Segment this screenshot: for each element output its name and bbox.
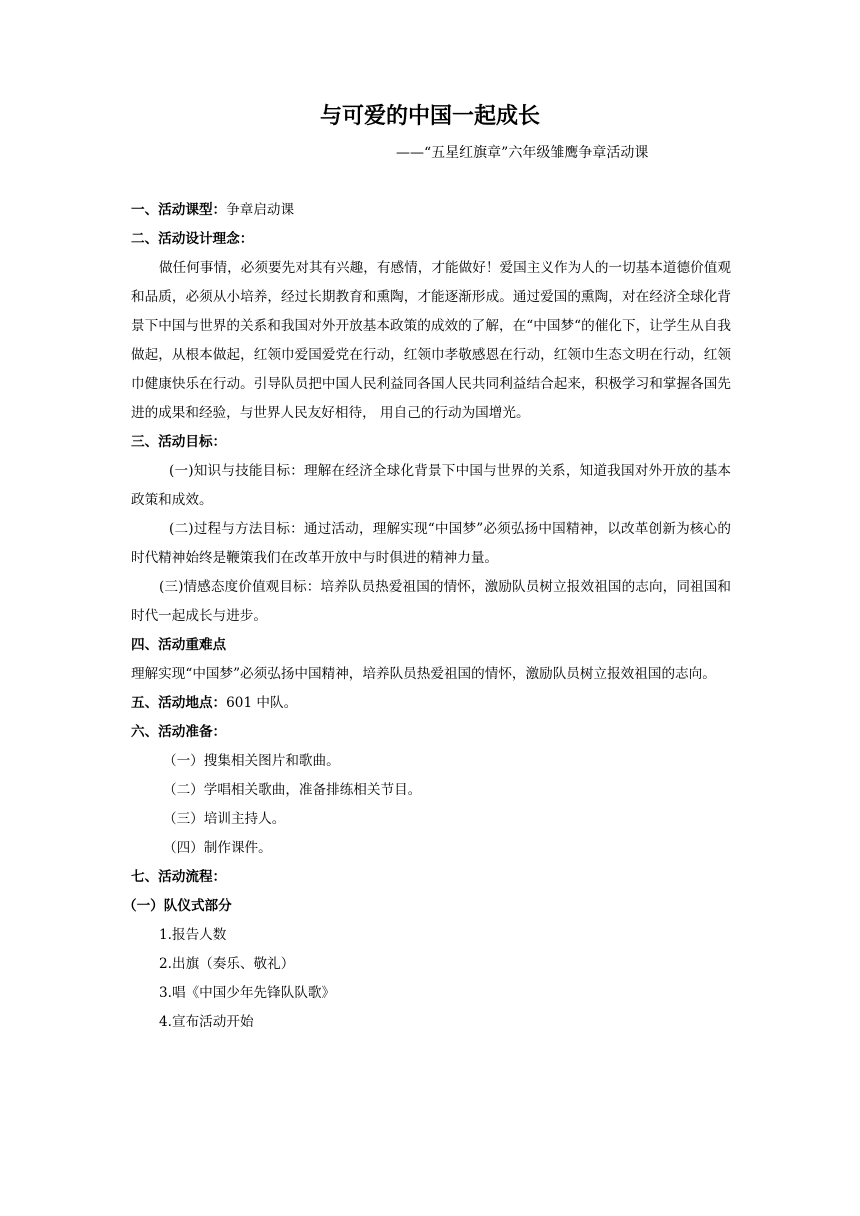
section-heading-procedure: 七、活动流程： <box>131 869 227 885</box>
procedure-step: 1.报告人数 <box>159 927 227 943</box>
section-value: 争章启动课 <box>226 202 295 218</box>
document-title: 与可爱的中国一起成长 <box>319 104 540 129</box>
section-paragraph-design-concept: 做任何事情，必须要先对其有兴趣，有感情，才能做好！爱国主义作为人的一切基本道德价值观和品质，必须从小培养，经过长期教育和熏陶，才能逐渐形成。通过爱国的熏陶，对在经济全球化背景下中国与世界的关系和我国对外开放基本政策的成效的了解，在“中国梦“的催化下，让学生从自我做起，从根本做起，红领巾爱国爱党在行动，红领巾孝敬感恩在行动，红领巾生态文明在行动，红领巾健康快乐在行动。引导队员把中国人民利益同各国人民共同利益结合起来，积极学习和掌握各国先进的成果和经验，与世界人民友好相待， 用自己的行动为国增光。 <box>131 260 731 421</box>
section-heading-design-concept: 二、活动设计理念： <box>131 231 254 247</box>
document-body <box>123 196 731 1037</box>
section-heading-objectives: 三、活动目标： <box>131 434 227 450</box>
section-value: 601 中队。 <box>226 695 298 711</box>
procedure-step: 3.唱《中国少年先锋队队歌》 <box>159 985 336 1001</box>
objective-item: (三)情感态度价值观目标：培养队员热爱祖国的情怀，激励队员树立报效祖国的志向，同祖国和时代一起成长与进步。 <box>131 579 731 624</box>
section-activity-type <box>131 196 731 225</box>
procedure-step: 4.宣布活动开始 <box>159 1014 254 1030</box>
procedure-part-heading: （一）队仪式部分 <box>123 898 232 914</box>
section-location <box>131 689 731 718</box>
section-paragraph-key-points: 理解实现“中国梦”必须弘扬中国精神，培养队员热爱祖国的情怀，激励队员树立报效祖国的志向。 <box>131 666 716 682</box>
section-heading-preparation: 六、活动准备： <box>131 724 227 740</box>
procedure-step: 2.出旗（奏乐、敬礼） <box>159 956 295 972</box>
preparation-item: （一）搜集相关图片和歌曲。 <box>163 753 340 769</box>
document-subtitle: ——“五星红旗章”六年级雏鹰争章活动课 <box>396 145 649 161</box>
objective-item: (二)过程与方法目标：通过活动，理解实现“中国梦”必须弘扬中国精神，以改革创新为核心的时代精神始终是鞭策我们在改革开放中与时俱进的精神力量。 <box>131 521 731 566</box>
section-heading: 一、活动课型： <box>131 202 227 218</box>
section-heading: 五、活动地点： <box>131 695 227 711</box>
preparation-item: （三）培训主持人。 <box>163 811 286 827</box>
preparation-item: （二）学唱相关歌曲，准备排练相关节目。 <box>163 782 422 798</box>
objective-item: (一)知识与技能目标：理解在经济全球化背景下中国与世界的关系，知道我国对外开放的基本政策和成效。 <box>131 463 731 508</box>
section-heading-key-points: 四、活动重难点 <box>131 637 227 653</box>
preparation-item: （四）制作课件。 <box>163 840 272 856</box>
